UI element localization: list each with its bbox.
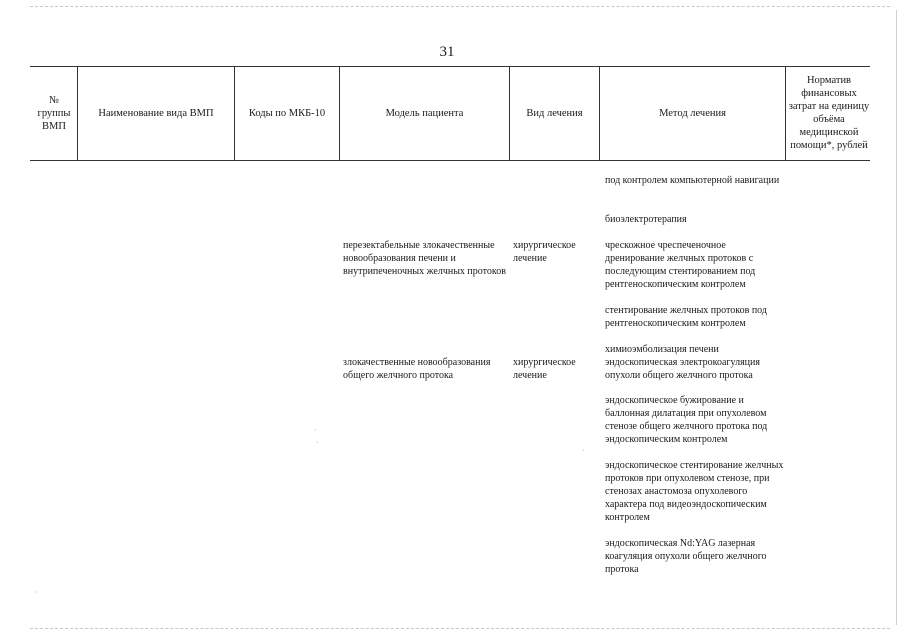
- method-text: эндоскопическая электрокоагуляция опухоли общего желчного протока: [605, 357, 760, 381]
- page-number: 31: [439, 44, 455, 60]
- scan-speck: ·: [314, 426, 317, 435]
- method-text: химиоэмболизация печени: [605, 344, 719, 355]
- header-group-no: № группы ВМП: [37, 94, 71, 132]
- table-header-bottom-rule: [30, 160, 870, 161]
- patient-model-text: злокачественные новообразования общего желчного протока: [343, 357, 491, 381]
- method-text: стентирование желчных протоков под рентгеноскопическим контролем: [605, 305, 767, 329]
- method-text: эндоскопическое бужирование и баллонная дилатация при опухолевом стенозе общего желчного протока под эндоскопическим контролем: [605, 395, 768, 445]
- scan-speck: ·: [582, 446, 585, 455]
- method-text: под контролем компьютерной навигации: [605, 175, 780, 186]
- method-text: чрескожное чреспеченочное дренирование желчных протоков с последующим стентированием под рентгеноскопическим контролем: [605, 240, 756, 290]
- column-divider: [234, 66, 235, 161]
- column-divider: [339, 66, 340, 161]
- scan-speck: ·: [316, 438, 319, 447]
- header-treatment-method: Метод лечения: [659, 107, 726, 119]
- method-text: эндоскопическая Nd:YAG лазерная коагуляция опухоли общего желчного протока: [605, 538, 767, 575]
- column-divider: [77, 66, 78, 161]
- patient-model-text: перезектабельные злокачественные новообразования печени и внутрипеченочных желчных протоков: [343, 240, 506, 277]
- scan-top-edge: [30, 6, 890, 8]
- treatment-type-text: хирургическое лечение: [513, 240, 576, 264]
- method-text: биоэлектротерапия: [605, 214, 687, 225]
- header-vmp-type: Наименование вида ВМП: [98, 107, 214, 119]
- scan-bottom-edge: [30, 628, 890, 630]
- column-divider: [785, 66, 786, 161]
- page-right-edge: [896, 10, 897, 625]
- header-patient-model: Модель пациента: [385, 107, 464, 119]
- header-treatment-type: Вид лечения: [526, 107, 583, 119]
- header-mkb-codes: Коды по МКБ-10: [248, 107, 326, 119]
- treatment-type-text: хирургическое лечение: [513, 357, 576, 381]
- column-divider: [509, 66, 510, 161]
- method-text: эндоскопическое стентирование желчных протоков при опухолевом стенозе, при стенозах анастомоза опухолевого характера под видеоэндоскопическим контролем: [605, 460, 784, 523]
- scan-speck: ·: [34, 588, 37, 597]
- column-divider: [599, 66, 600, 161]
- header-cost-norm: Норматив финансовых затрат на единицу объёма медицинской помощи*, рублей: [788, 75, 870, 151]
